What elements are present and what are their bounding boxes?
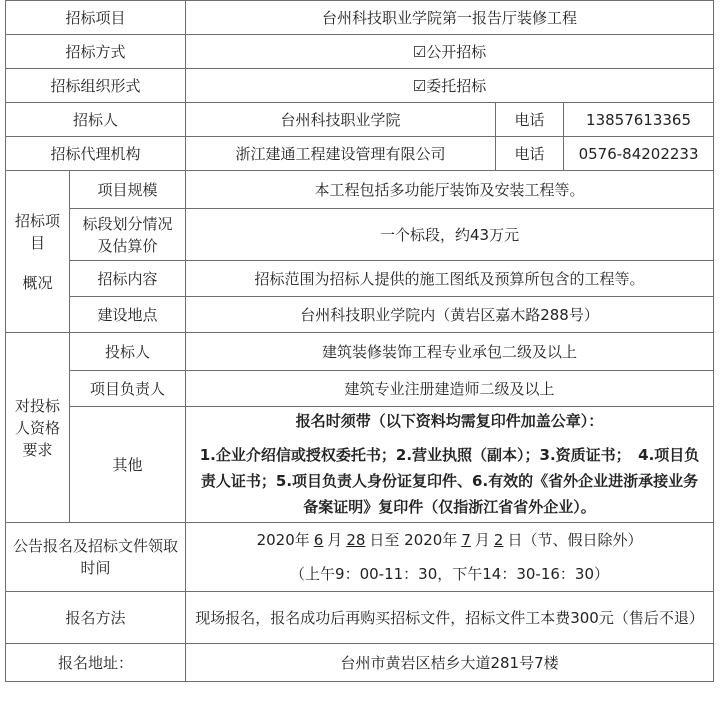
agency-phone-label: 电话 <box>496 137 564 171</box>
reg-month-char-2: 月 <box>474 531 490 549</box>
reg-address-label: 报名地址： <box>6 644 186 682</box>
org-form-label: 招标组织形式 <box>6 69 186 103</box>
reg-start-day: 28 <box>346 531 366 549</box>
row-manager <box>6 371 714 407</box>
sections-value: 一个标段，约43万元 <box>186 209 714 261</box>
row-agency <box>6 137 714 171</box>
other-label: 其他 <box>70 407 186 523</box>
agency-value: 浙江建通工程建设管理有限公司 <box>186 137 496 171</box>
tenderer-phone-label: 电话 <box>496 103 564 137</box>
scale-label: 项目规模 <box>70 171 186 209</box>
reg-end-day: 2 <box>493 531 504 549</box>
content-label: 招标内容 <box>70 261 186 297</box>
overview-group-label-line1: 招标项 <box>14 211 60 230</box>
reg-month-char-1: 月 <box>327 531 343 549</box>
content-value: 招标范围为招标人提供的施工图纸及预算所包含的工程等。 <box>186 261 714 297</box>
row-other <box>6 407 714 523</box>
reg-method-label: 报名方法 <box>6 592 186 644</box>
other-heading: 报名时须带（以下资料均需复印件加盖公章）： <box>295 411 604 430</box>
row-content <box>6 261 714 297</box>
reg-time-value <box>186 523 714 592</box>
method-value: ☑公开招标 <box>186 35 714 69</box>
tenderer-value: 台州科技职业学院 <box>186 103 496 137</box>
reg-start-month: 6 <box>313 531 324 549</box>
row-reg-method <box>6 592 714 644</box>
row-scale <box>6 171 714 209</box>
row-sections <box>6 209 714 261</box>
manager-label: 项目负责人 <box>70 371 186 407</box>
other-detail: 1.企业介绍信或授权委托书；2.营业执照（副本）；3.资质证书； 4.项目负责人证书；5.项目负责人身份证复印件、6.有效的《省外企业进浙承接业务备案证明》复印件（仅指浙江省省外企业）。 <box>199 445 700 516</box>
other-value <box>186 407 714 523</box>
reg-date-to: 日至 2020年 <box>369 531 458 549</box>
location-value: 台州科技职业学院内（黄岩区嘉木路288号） <box>186 297 714 333</box>
method-label: 招标方式 <box>6 35 186 69</box>
tenderer-phone: 13857613365 <box>564 103 714 137</box>
row-tenderer <box>6 103 714 137</box>
reg-date-prefix: 2020年 <box>256 531 310 549</box>
reg-hours: （上午9：00-11：30，下午14：30-16：30） <box>290 565 610 583</box>
qualification-group-label: 对投标人资格要求 <box>6 333 70 523</box>
row-project <box>6 1 714 35</box>
org-form-value: ☑委托招标 <box>186 69 714 103</box>
location-label: 建设地点 <box>70 297 186 333</box>
reg-date-range <box>192 523 707 557</box>
row-bidder <box>6 333 714 371</box>
bidder-label: 投标人 <box>70 333 186 371</box>
scale-value: 本工程包括多功能厅装饰及安装工程等。 <box>186 171 714 209</box>
agency-label: 招标代理机构 <box>6 137 186 171</box>
row-reg-address <box>6 644 714 682</box>
reg-date-suffix: 日（节、假日除外） <box>507 531 643 549</box>
overview-group-label <box>6 171 70 333</box>
reg-address-value: 台州市黄岩区桔乡大道281号7楼 <box>186 644 714 682</box>
overview-group-label-line3: 概况 <box>22 273 53 292</box>
manager-value: 建筑专业注册建造师二级及以上 <box>186 371 714 407</box>
reg-end-month: 7 <box>461 531 471 549</box>
row-method <box>6 35 714 69</box>
project-value: 台州科技职业学院第一报告厅装修工程 <box>186 1 714 35</box>
project-label: 招标项目 <box>6 1 186 35</box>
tender-info-table <box>5 0 714 682</box>
tenderer-label: 招标人 <box>6 103 186 137</box>
overview-group-label-line2: 目 <box>29 233 45 252</box>
agency-phone: 0576-84202233 <box>564 137 714 171</box>
bidder-value: 建筑装修装饰工程专业承包二级及以上 <box>186 333 714 371</box>
row-org-form <box>6 69 714 103</box>
row-reg-time <box>6 523 714 592</box>
reg-time-label: 公告报名及招标文件领取时间 <box>6 523 186 592</box>
sections-label: 标段划分情况及估算价 <box>70 209 186 261</box>
reg-method-value: 现场报名，报名成功后再购买招标文件，招标文件工本费300元（售后不退） <box>186 592 714 644</box>
row-location <box>6 297 714 333</box>
